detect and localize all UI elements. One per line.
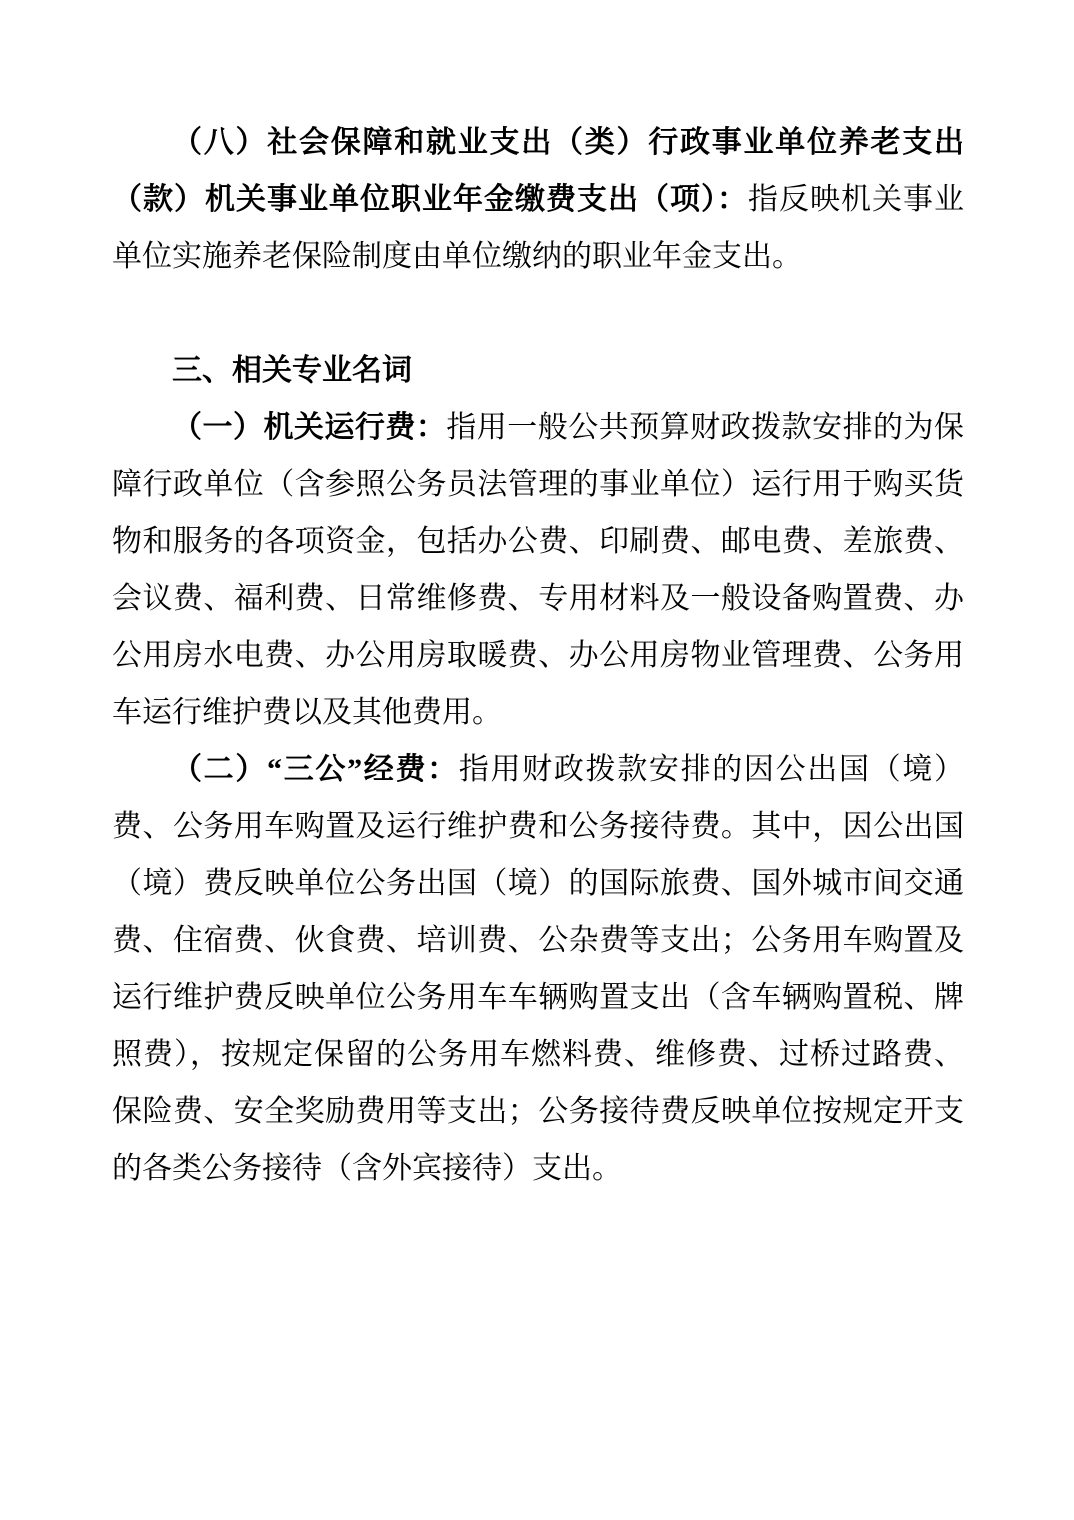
paragraph-three-public-funds (112, 741, 964, 1197)
paragraph-operating-cost-body: 指用一般公共预算财政拨款安排的为保障行政单位（含参照公务员法管理的事业单位）运行用于购买货物和服务的各项资金，包括办公费、印刷费、邮电费、差旅费、会议费、福利费、日常维修费、专用材料及一般设备购置费、办公用房水电费、办公用房取暖费、办公用房物业管理费、公务用车运行维护费以及其他费用。 (112, 411, 965, 729)
paragraph-operating-cost-lead: （一）机关运行费： (172, 411, 447, 444)
paragraph-three-public-funds-lead: （二）“三公”经费： (172, 753, 459, 786)
section-heading-related-terms: 三、相关专业名词 (172, 354, 412, 387)
paragraph-pension-lead: （八）社会保障和就业支出（类）行政事业单位养老支出（款）机关事业单位职业年金缴费支出（项）： (112, 126, 964, 216)
paragraph-pension-expense (112, 114, 964, 285)
paragraph-operating-cost (112, 399, 964, 741)
paragraph-three-public-funds-body: 指用财政拨款安排的因公出国（境）费、公务用车购置及运行维护费和公务接待费。其中，因公出国（境）费反映单位公务出国（境）的国际旅费、国外城市间交通费、住宿费、伙食费、培训费、公杂费等支出；公务用车购置及运行维护费反映单位公务用车车辆购置支出（含车辆购置税、牌照费），按规定保留的公务用车燃料费、维修费、过桥过路费、保险费、安全奖励费用等支出；公务接待费反映单位按规定开支的各类公务接待（含外宾接待）支出。 (112, 753, 965, 1185)
paragraph-pension-body: 指反映机关事业单位实施养老保险制度由单位缴纳的职业年金支出。 (112, 183, 964, 273)
